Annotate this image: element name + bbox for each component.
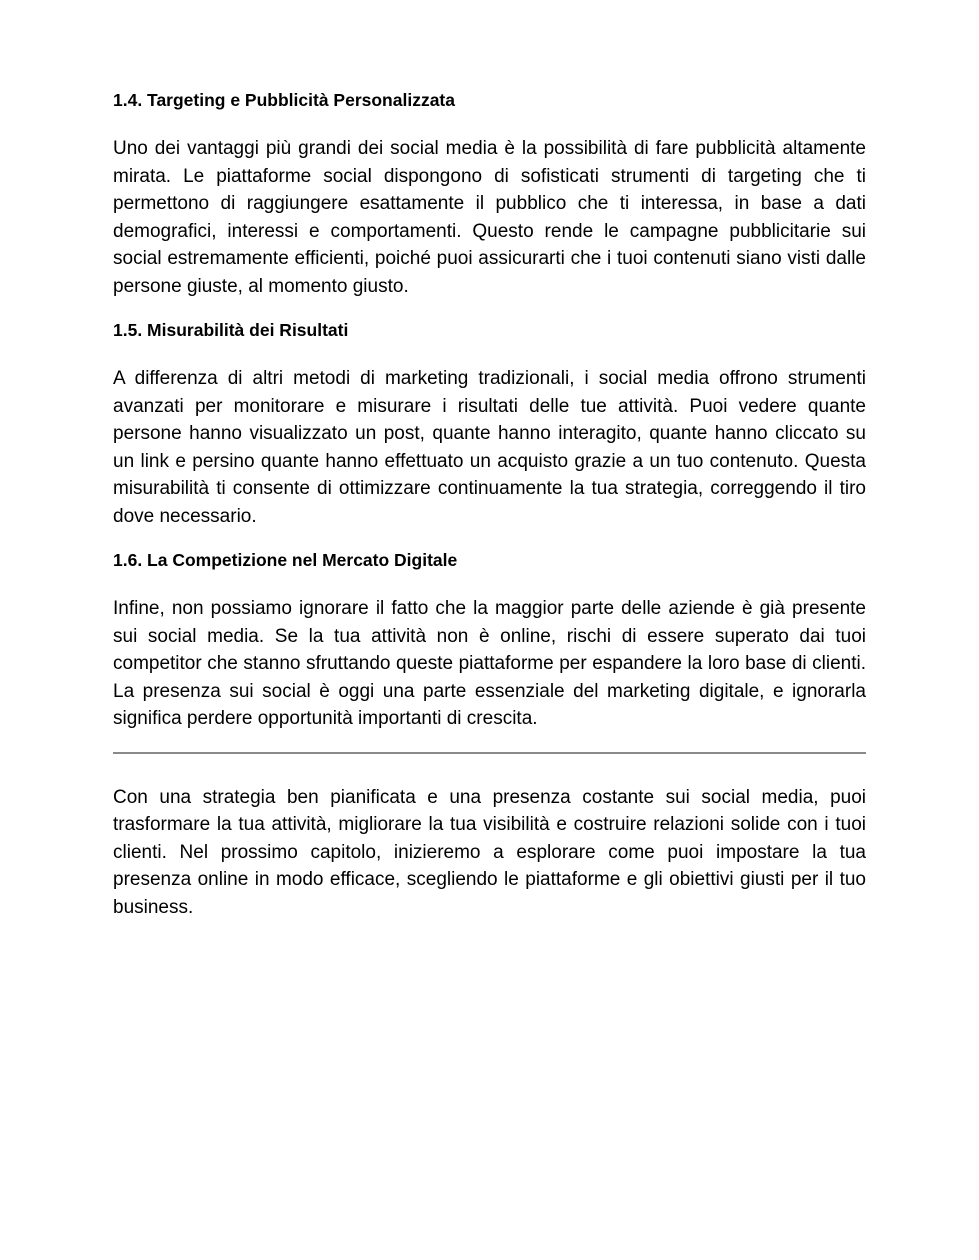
closing-section <box>113 784 866 922</box>
section-divider <box>113 752 866 754</box>
section-paragraph-1-5: A differenza di altri metodi di marketing tradizionali, i social media offrono strumenti avanzati per monitorare e misurare i risultati delle tue attività. Puoi vedere quante persone hanno visualizzato un post, quante hanno interagito, quante hanno cliccato su un link e persino quante hanno effettuato un acquisto grazie a un tuo contenuto. Questa misurabilità ti consente di ottimizzare continuamente la tua strategia, correggendo il tiro dove necessario. <box>113 368 866 527</box>
section-heading-1-4: 1.4. Targeting e Pubblicità Personalizzata <box>113 90 455 110</box>
section-heading-1-5: 1.5. Misurabilità dei Risultati <box>113 320 349 340</box>
section-paragraph-1-6: Infine, non possiamo ignorare il fatto che la maggior parte delle aziende è già presente sui social media. Se la tua attività non è online, rischi di essere superato dai tuoi competitor che stanno sfruttando queste piattaforme per espandere la loro base di clienti. La presenza sui social è oggi una parte essenziale del marketing digitale, e ignorarla significa perdere opportunità importanti di crescita. <box>113 598 866 729</box>
closing-paragraph: Con una strategia ben pianificata e una presenza costante sui social media, puoi trasformare la tua attività, migliorare la tua visibilità e costruire relazioni solide con i tuoi clienti. Nel prossimo capitolo, inizieremo a esplorare come puoi impostare la tua presenza online in modo efficace, scegliendo le piattaforme e gli obiettivi giusti per il tuo business. <box>113 786 866 918</box>
section-misurabilita-risultati <box>113 319 866 530</box>
section-targeting-pubblicita <box>113 89 866 300</box>
section-paragraph-1-4: Uno dei vantaggi più grandi dei social media è la possibilità di fare pubblicità altamente mirata. Le piattaforme social dispongono di sofisticati strumenti di targeting che ti permettono di raggiungere esattamente il pubblico che ti interessa, in base a dati demografici, interessi e comportamenti. Questo rende le campagne pubblicitarie sui social estremamente efficienti, poiché puoi assicurarti che i tuoi contenuti siano visti dalle persone giuste, al momento giusto. <box>113 138 866 297</box>
section-competizione-mercato <box>113 549 866 733</box>
section-heading-1-6: 1.6. La Competizione nel Mercato Digitale <box>113 550 458 570</box>
